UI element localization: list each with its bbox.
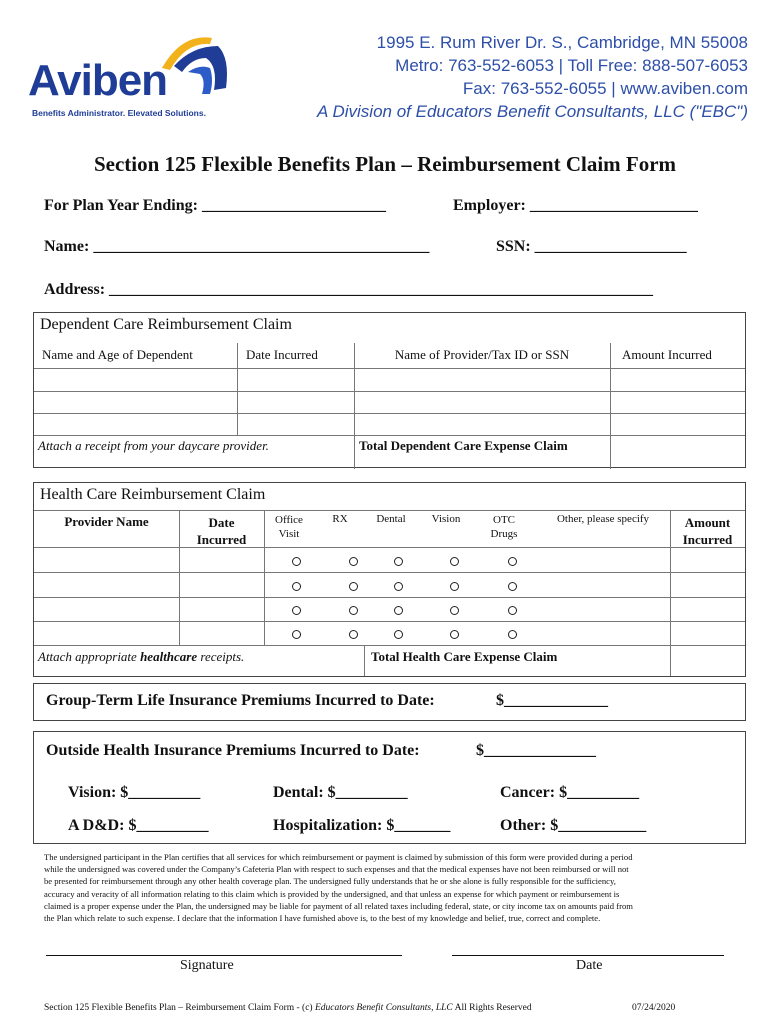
hc-col-amount xyxy=(670,514,745,548)
company-fax-web: Fax: 763-552-6055 | www.aviben.com xyxy=(462,79,748,98)
office-visit-radio[interactable] xyxy=(292,557,301,566)
office-visit-radio[interactable] xyxy=(292,582,301,591)
footer-company: Educators Benefit Consultants, LLC xyxy=(314,1003,453,1013)
cert-line: The undersigned participant in the Plan certifies that all services for which reimbursement or payment is claimed by submission of this form were provided during a period xyxy=(44,852,633,862)
hc-row[interactable] xyxy=(34,548,745,572)
group-term-label: Group-Term Life Insurance Premiums Incurred to Date: xyxy=(46,692,435,709)
dental-radio[interactable] xyxy=(394,630,403,639)
outside-health-section xyxy=(33,731,746,844)
certification-text xyxy=(44,851,744,924)
group-term-input[interactable]: $_____________ xyxy=(496,692,608,709)
hc-col-date-1: Date xyxy=(208,515,235,530)
otc-radio[interactable] xyxy=(508,606,517,615)
otc-radio[interactable] xyxy=(508,630,517,639)
dep-col-provider: Name of Provider/Tax ID or SSN xyxy=(394,347,570,362)
dependent-care-title: Dependent Care Reimbursement Claim xyxy=(40,316,292,333)
cert-line: accuracy and veracity of all information relating to this claim which is provided by the undersigned, and that unless an expense for which payment or reimbursement is xyxy=(44,888,620,899)
company-phones: Metro: 763-552-6053 | Toll Free: 888-507-6053 xyxy=(395,56,748,75)
hc-note-prefix: Attach appropriate xyxy=(38,649,141,664)
hc-row[interactable] xyxy=(34,622,745,645)
hc-row[interactable] xyxy=(34,573,745,597)
outside-health-input[interactable]: $______________ xyxy=(476,742,596,759)
hc-total-label: Total Health Care Expense Claim xyxy=(371,649,558,664)
footer-date: 07/24/2020 xyxy=(632,1003,676,1013)
hc-col-other: Other, please specify xyxy=(556,513,650,525)
hc-col-rx: RX xyxy=(332,513,348,525)
hc-col-otc-1: OTC xyxy=(493,514,515,526)
dependent-care-section xyxy=(33,312,746,468)
rx-radio[interactable] xyxy=(349,582,358,591)
health-care-title: Health Care Reimbursement Claim xyxy=(40,486,266,503)
health-care-section xyxy=(33,482,746,677)
otc-radio[interactable] xyxy=(508,582,517,591)
vision-radio[interactable] xyxy=(450,606,459,615)
hc-col-provider: Provider Name xyxy=(64,514,149,529)
form-title: Section 125 Flexible Benefits Plan – Reimbursement Claim Form xyxy=(93,152,677,176)
dep-row[interactable] xyxy=(34,369,745,391)
group-term-section xyxy=(33,683,746,721)
hc-note-suffix: receipts. xyxy=(197,649,245,664)
hc-col-dental: Dental xyxy=(376,513,406,525)
hc-col-otc-2: Drugs xyxy=(490,528,518,540)
employer-field[interactable]: Employer: _____________________ xyxy=(453,197,698,214)
dep-receipt-note: Attach a receipt from your daycare provider. xyxy=(38,438,269,453)
office-visit-radio[interactable] xyxy=(292,606,301,615)
dep-col-dependent: Name and Age of Dependent xyxy=(42,347,193,362)
hc-row[interactable] xyxy=(34,598,745,621)
vision-radio[interactable] xyxy=(450,582,459,591)
add-premium-field[interactable]: A D&D: $_________ xyxy=(68,817,209,834)
hc-col-amount-2: Incurred xyxy=(682,532,733,547)
cancer-premium-field[interactable]: Cancer: $_________ xyxy=(500,784,640,801)
hc-col-date xyxy=(179,514,264,548)
dep-row[interactable] xyxy=(34,414,745,435)
hc-col-otc xyxy=(480,513,528,541)
dental-radio[interactable] xyxy=(394,606,403,615)
date-line[interactable] xyxy=(452,955,724,956)
name-field[interactable]: Name: __________________________________________ xyxy=(44,238,430,255)
address-field[interactable]: Address: ____________________________________________________________________ xyxy=(44,281,654,298)
signature-line[interactable] xyxy=(46,955,402,956)
outside-health-label: Outside Health Insurance Premiums Incurred to Date: xyxy=(46,742,420,759)
rx-radio[interactable] xyxy=(349,557,358,566)
hc-col-vision: Vision xyxy=(431,513,461,525)
dental-radio[interactable] xyxy=(394,557,403,566)
plan-year-field[interactable]: For Plan Year Ending: _______________________ xyxy=(44,197,386,214)
hc-col-office-2: Visit xyxy=(278,528,300,540)
rx-radio[interactable] xyxy=(349,606,358,615)
vision-radio[interactable] xyxy=(450,557,459,566)
hc-col-amount-1: Amount xyxy=(684,515,731,530)
cert-line: the Plan which relate to such expense. I declare that the information I have furnished above is, to the best of my knowledge and belief, true, correct and complete. xyxy=(44,913,601,924)
footer-prefix: Section 125 Flexible Benefits Plan – Reimbursement Claim Form - (c) xyxy=(44,1003,315,1013)
ssn-field[interactable]: SSN: ___________________ xyxy=(496,238,687,255)
rx-radio[interactable] xyxy=(349,630,358,639)
dental-radio[interactable] xyxy=(394,582,403,591)
hc-total-input[interactable] xyxy=(672,647,744,676)
logo xyxy=(20,28,250,123)
hospitalization-premium-field[interactable]: Hospitalization: $_______ xyxy=(273,817,451,834)
cert-line: while the undersigned was covered under the Company’s Cafeteria Plan with respect to such expenses and that the medical expenses have not been reimbursed or will not xyxy=(44,864,629,875)
cert-line: claimed is a proper expense under the Plan, the undersigned may be liable for payment of all related taxes including federal, state, or city income tax on amounts paid from xyxy=(44,900,633,911)
cert-line: be presented for reimbursement through any other health coverage plan. The undersigned fully understands that he or she alone is fully responsible for the sufficiency, xyxy=(44,876,616,887)
dep-row[interactable] xyxy=(34,392,745,413)
date-label: Date xyxy=(576,958,603,973)
dental-premium-field[interactable]: Dental: $_________ xyxy=(273,784,408,801)
dep-total-input[interactable] xyxy=(612,437,744,467)
footer-text xyxy=(44,1003,532,1013)
otc-radio[interactable] xyxy=(508,557,517,566)
company-division: A Division of Educators Benefit Consultants, LLC ("EBC") xyxy=(317,102,748,121)
vision-radio[interactable] xyxy=(450,630,459,639)
other-premium-field[interactable]: Other: $___________ xyxy=(500,817,647,834)
hc-col-office xyxy=(264,513,314,541)
dep-col-amount: Amount Incurred xyxy=(622,347,712,362)
dep-col-date: Date Incurred xyxy=(246,347,318,362)
company-address: 1995 E. Rum River Dr. S., Cambridge, MN 55008 xyxy=(376,33,748,52)
hc-col-date-2: Incurred xyxy=(196,532,247,547)
footer-suffix: All Rights Reserved xyxy=(452,1003,532,1013)
office-visit-radio[interactable] xyxy=(292,630,301,639)
hc-note-bold: healthcare xyxy=(140,649,198,664)
hc-receipt-note xyxy=(38,649,244,665)
signature-label: Signature xyxy=(180,958,234,973)
hc-col-office-1: Office xyxy=(275,514,303,526)
dep-total-label: Total Dependent Care Expense Claim xyxy=(359,438,568,453)
logo-tagline: Benefits Administrator. Elevated Solutions. xyxy=(32,108,206,118)
vision-premium-field[interactable]: Vision: $_________ xyxy=(68,784,201,801)
logo-wordmark: Aviben xyxy=(28,56,168,105)
